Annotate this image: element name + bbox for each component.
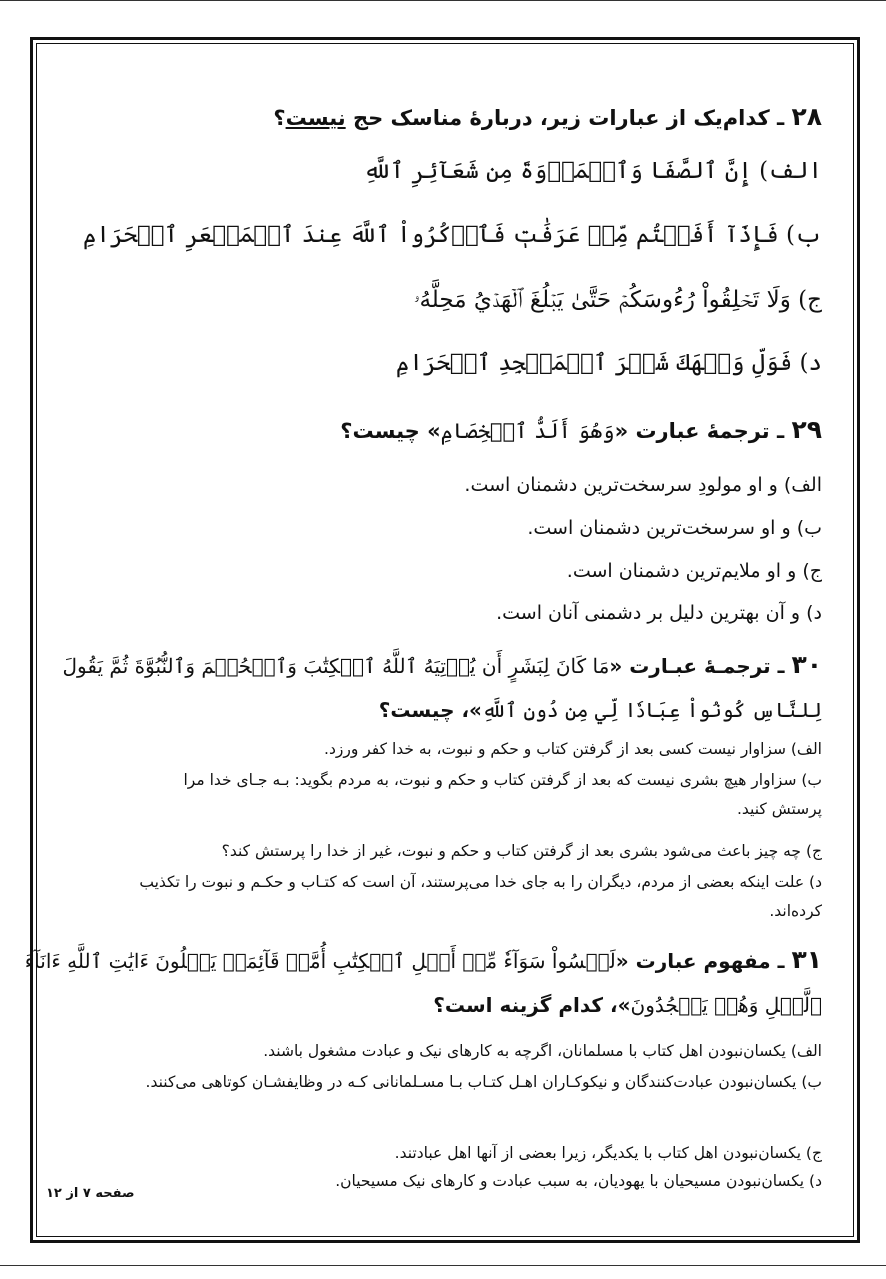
question-end: ؟ bbox=[273, 106, 286, 130]
quran-quote-line-2: لِلنَّاسِ كُونُواْ عِبَادٗا لِّي مِن دُونِ ٱللَّهِ bbox=[481, 698, 822, 722]
q28-option-d[interactable]: د) فَوَلِّ وَجۡهَكَ شَطۡرَ ٱلۡمَسۡجِدِ ٱلۡحَرَامِ bbox=[395, 350, 822, 376]
top-rule bbox=[0, 0, 886, 1]
q28-option-a[interactable]: الف) إِنَّ ٱلصَّفَا وَٱلۡمَرۡوَةَ مِن شَعَآئِرِ ٱللَّهِ bbox=[363, 158, 822, 184]
question-text-end: » چیست؟ bbox=[340, 419, 441, 443]
q29-option-c[interactable]: ج) و او ملایم‌ترین دشمنان است. bbox=[566, 560, 822, 582]
q30-option-b[interactable]: ب) سزاوار هیچ بشری نیست که بعد از گرفتن کتاب و حکم و نبوت، به مردم بگوید: بـه جـای خدا مرا پرستش کنید. bbox=[183, 771, 822, 818]
q30-option-d[interactable]: د) علت اینکه بعضی از مردم، دیگران را به جای خدا می‌پرستند، آن است که کتـاب و حکـم و نبوت را تکذیب کرده‌اند. bbox=[139, 873, 822, 920]
q29-option-b[interactable]: ب) و او سرسخت‌ترین دشمنان است. bbox=[527, 517, 822, 539]
q30-option-c[interactable]: ج) چه چیز باعث می‌شود بشری بعد از گرفتن کتاب و حکم و نبوت، غیر از خدا را پرستش کند؟ bbox=[221, 842, 822, 860]
q28-option-c[interactable]: ج) وَلَا تَحۡلِقُواْ رُءُوسَكُمۡ حَتَّىٰ يَبۡلُغَ ٱلۡهَدۡيُ مَحِلَّهُۥ bbox=[413, 287, 822, 313]
question-31-line-2 bbox=[132, 993, 822, 1017]
question-30-line-1 bbox=[62, 650, 822, 679]
q29-option-a[interactable]: الف) و او مولودِ سرسخت‌ترین دشمنان است. bbox=[464, 474, 822, 496]
question-31-line-1 bbox=[24, 945, 822, 974]
question-text: ـ ترجمهٔ عبارت « bbox=[614, 419, 785, 443]
question-number: ۲۹ bbox=[791, 415, 822, 444]
q29-option-d[interactable]: د) و آن بهترین دلیل بر دشمنی آنان است. bbox=[496, 602, 822, 624]
question-underlined-word: نیست bbox=[285, 106, 346, 130]
question-text: ـ ترجمـهٔ عبـارت « bbox=[609, 654, 785, 678]
q31-option-c[interactable]: ج) یکسان‌نبودن اهل کتاب با یکدیگر، زیرا بعضی از آنها اهل عبادتند. bbox=[394, 1144, 822, 1162]
q28-option-b[interactable]: ب) فَإِذَآ أَفَضۡتُم مِّنۡ عَرَفَٰتٖ فَٱذۡكُرُواْ ٱللَّهَ عِندَ ٱلۡمَشۡعَرِ ٱلۡحَرَامِ bbox=[82, 222, 822, 248]
question-28 bbox=[132, 102, 822, 131]
question-30-line-2 bbox=[132, 698, 822, 722]
question-text: ـ مفهوم عبارت « bbox=[615, 949, 785, 973]
q31-option-d[interactable]: د) یکسان‌نبودن مسیحیان با یهودیان، به سبب عبادت و کارهای نیک مسیحیان. bbox=[335, 1172, 822, 1190]
question-text: ـ کدام‌یک از عبارات زیر، دربارهٔ مناسک حج bbox=[345, 106, 785, 130]
question-number: ۳۱ bbox=[791, 945, 822, 974]
page-number: صفحه ۷ از ۱۲ bbox=[46, 1186, 135, 1201]
question-29 bbox=[132, 415, 822, 444]
bottom-rule bbox=[0, 1265, 886, 1266]
quran-quote-line-2: ٱلَّيۡلِ وَهُمۡ يَسۡجُدُونَ bbox=[630, 993, 822, 1017]
q31-option-b[interactable]: ب) یکسان‌نبودن عبادت‌کنندگان و نیکوکـاران اهـل کتـاب بـا مسـلمانانی کـه در وظایفشـان کوتاهی می‌کنند. bbox=[145, 1073, 822, 1091]
question-number: ۲۸ bbox=[791, 102, 822, 131]
q31-option-a[interactable]: الف) یکسان‌نبودن اهل کتاب با مسلمانان، اگرچه به کارهای نیک و عبادت مشغول باشند. bbox=[263, 1042, 822, 1060]
quran-quote: وَهُوَ أَلَدُّ ٱلۡخِصَامِ bbox=[440, 419, 615, 443]
question-text-end: »، کدام گزینه است؟ bbox=[433, 993, 631, 1017]
q30-option-a[interactable]: الف) سزاوار نیست کسی بعد از گرفتن کتاب و حکم و نبوت، به خدا کفر ورزد. bbox=[324, 740, 822, 758]
quran-quote-line-1: لَيۡسُواْ سَوَآءٗ مِّنۡ أَهۡلِ ٱلۡكِتَٰبِ أُمَّةٞ قَآئِمَةٞ يَتۡلُونَ ءَايَٰتِ ٱللَّهِ ءَانَآءَ bbox=[24, 949, 616, 973]
question-text-end: »، چیست؟ bbox=[378, 698, 482, 722]
quran-quote-line-1: مَا كَانَ لِبَشَرٍ أَن يُؤۡتِيَهُ ٱللَّهُ ٱلۡكِتَٰبَ وَٱلۡحُكۡمَ وَٱلنُّبُوَّةَ ثُمَّ يَقُولَ bbox=[62, 654, 610, 678]
question-number: ۳۰ bbox=[791, 650, 822, 679]
